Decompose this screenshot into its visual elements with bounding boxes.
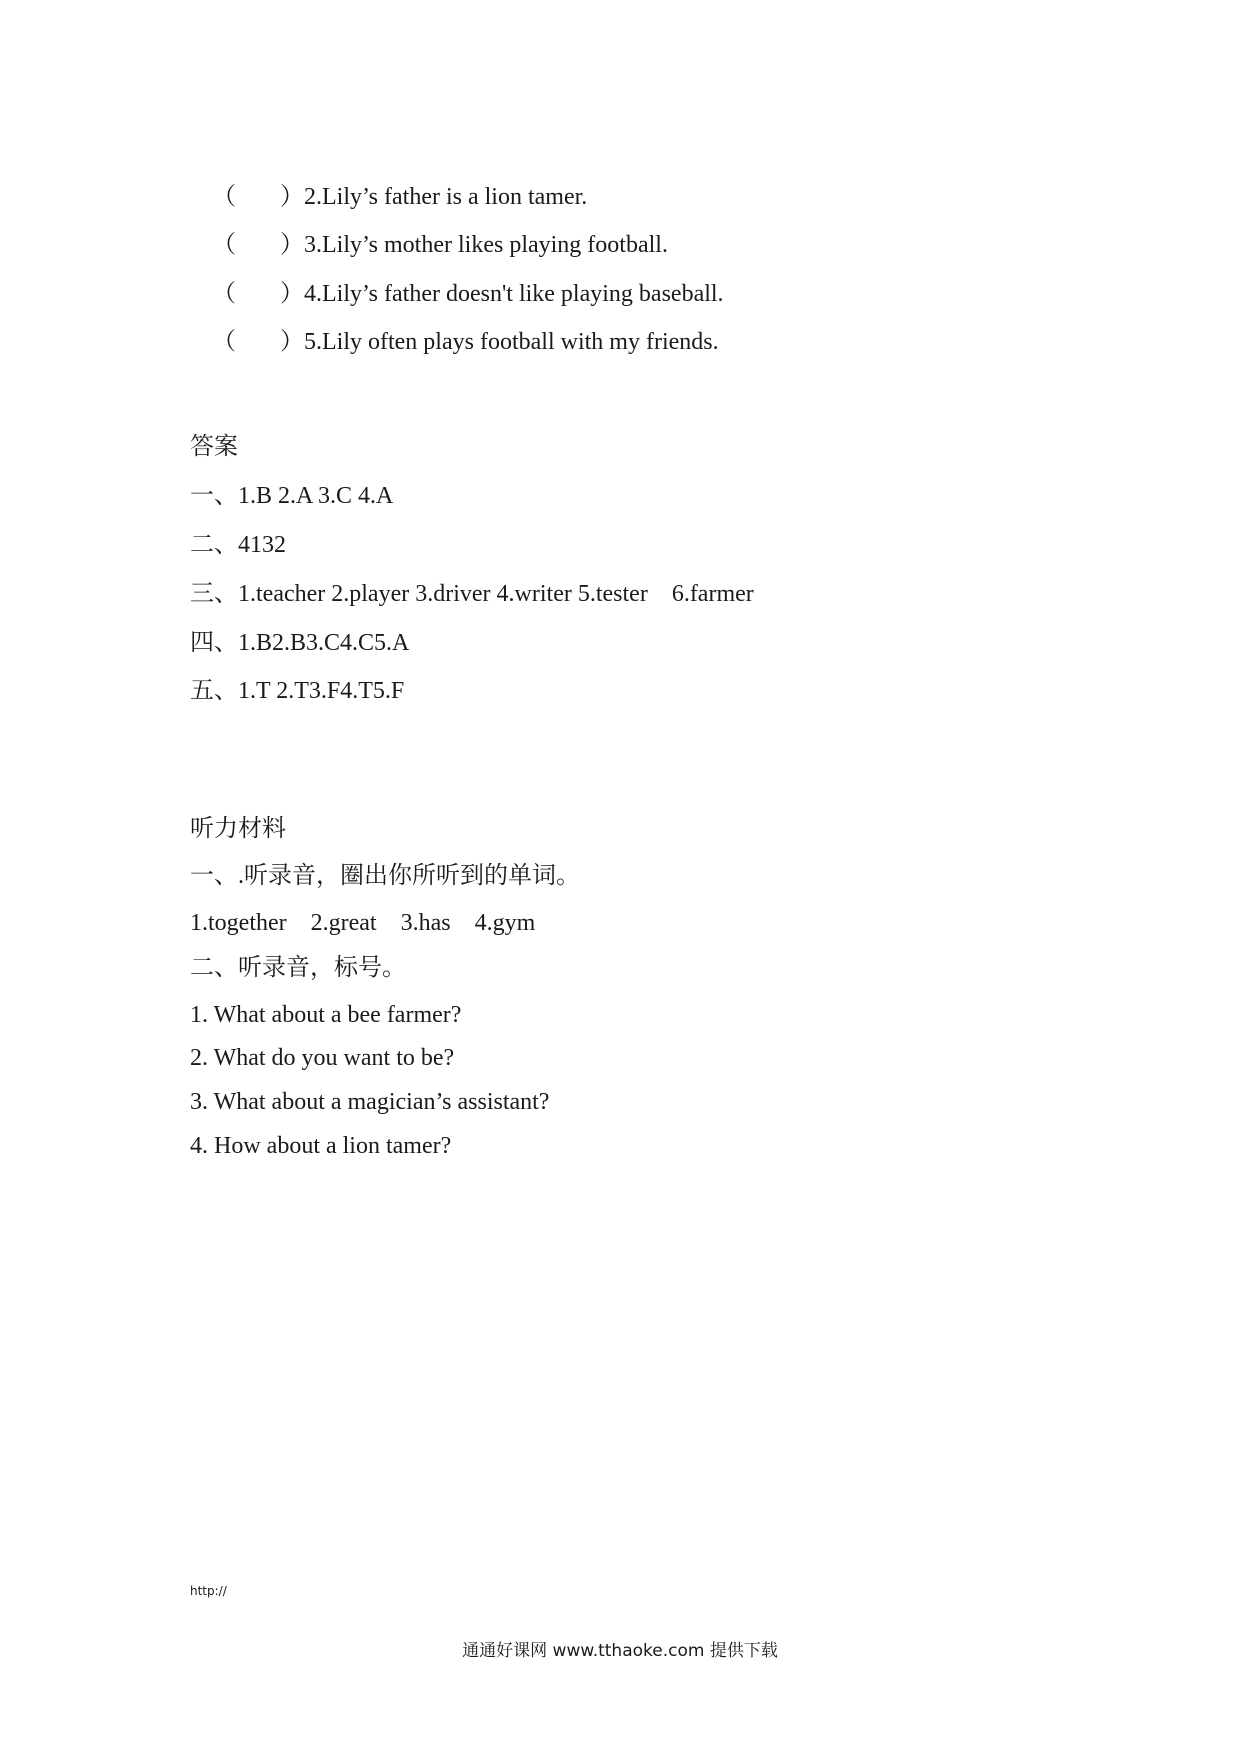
answer-line: 一、1.B 2.A 3.C 4.A [190, 483, 394, 509]
listening-item: 2. What do you want to be? [190, 1045, 455, 1071]
listening-heading: 听力材料 [190, 816, 286, 842]
tf-item-text: 5.Lily often plays football with my friends. [304, 329, 719, 355]
answers-heading: 答案 [190, 434, 238, 460]
answer-line: 二、4132 [190, 532, 286, 558]
footer-url: http:// [190, 1584, 227, 1598]
tf-item-text: 2.Lily’s father is a lion tamer. [304, 184, 588, 210]
answer-paren-open: （ [212, 232, 236, 258]
answer-paren-close: ） [280, 281, 304, 307]
listening-section1-words: 1.together 2.great 3.has 4.gym [190, 910, 536, 936]
tf-item-text: 4.Lily’s father doesn't like playing baseball. [304, 281, 724, 307]
footer-credit: 通通好课网 www.tthaoke.com 提供下载 [462, 1641, 778, 1661]
answer-line: 五、1.T 2.T3.F4.T5.F [190, 678, 405, 704]
answer-line: 四、1.B2.B3.C4.C5.A [190, 630, 410, 656]
answer-paren-close: ） [280, 184, 304, 210]
listening-item: 3. What about a magician’s assistant? [190, 1089, 550, 1115]
listening-item: 1. What about a bee farmer? [190, 1002, 462, 1028]
listening-section1-title: 一、.听录音，圈出你所听到的单词。 [190, 863, 580, 889]
answer-paren-close: ） [280, 232, 304, 258]
tf-item-text: 3.Lily’s mother likes playing football. [304, 232, 668, 258]
listening-item: 4. How about a lion tamer? [190, 1133, 452, 1159]
answer-paren-open: （ [212, 184, 236, 210]
answer-paren-close: ） [280, 329, 304, 355]
tf-item [200, 297, 719, 357]
answer-line: 三、1.teacher 2.player 3.driver 4.writer 5.tester 6.farmer [190, 581, 754, 607]
answer-paren-open: （ [212, 281, 236, 307]
listening-section2-title: 二、听录音，标号。 [190, 955, 406, 981]
answer-paren-open: （ [212, 329, 236, 355]
